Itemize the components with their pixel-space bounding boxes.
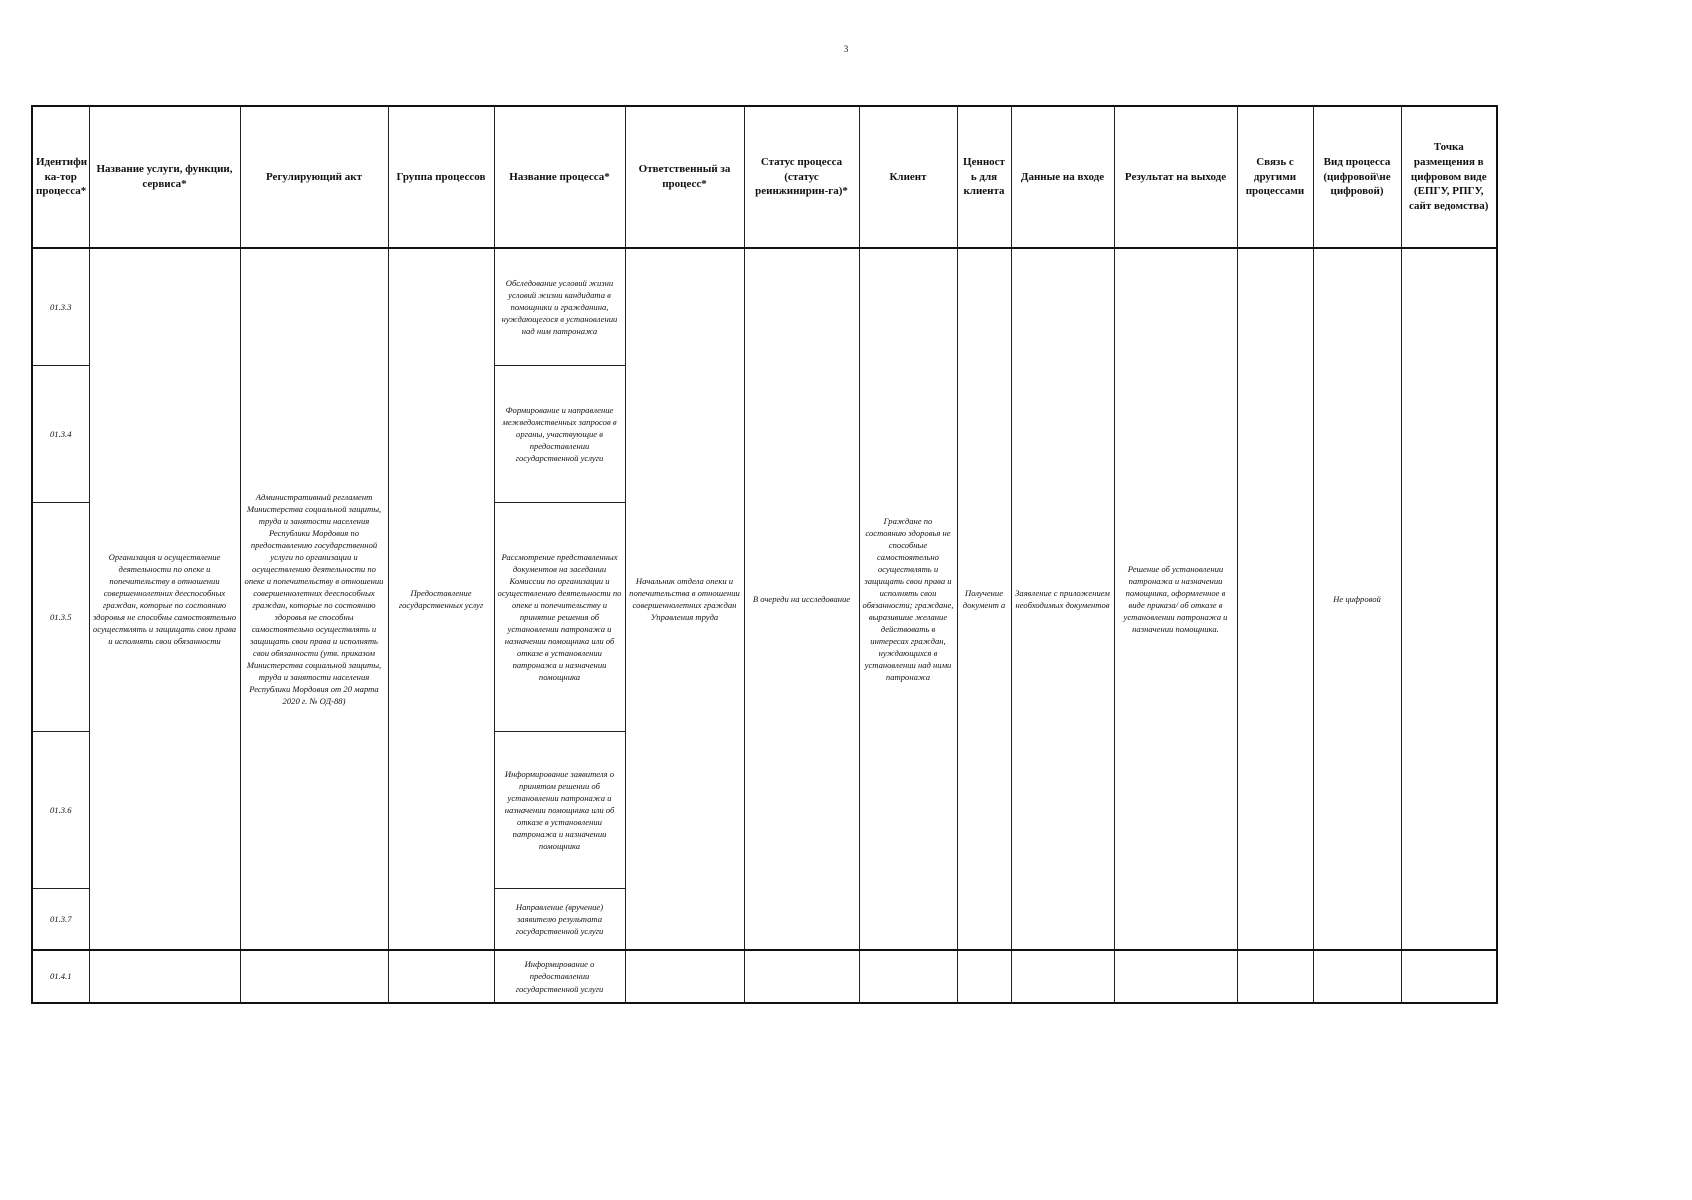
process-id: 01.3.3 [32,248,89,366]
empty-cell [744,950,859,1003]
header-responsible: Ответственный за процесс* [625,106,744,248]
responsible-cell: Начальник отдела опеки и попечительства в отношении совершеннолетних граждан Управления труда [625,248,744,950]
empty-cell [1401,950,1497,1003]
header-output: Результат на выходе [1114,106,1237,248]
empty-cell [1011,950,1114,1003]
empty-cell [388,950,494,1003]
process-id: 01.3.4 [32,366,89,503]
page-number: 3 [843,44,849,54]
header-status: Статус процесса (статус реинжинирин-га)* [744,106,859,248]
header-act: Регулирующий акт [240,106,388,248]
process-name: Обследование условий жизни условий жизни кандидата в помощники и гражданина, нуждающегося в установлении над ним патронажа [494,248,625,366]
process-group-cell: Предоставление государственных услуг [388,248,494,950]
header-service: Название услуги, функции, сервиса* [89,106,240,248]
process-name: Направление (вручение) заявителю результата государственной услуги [494,889,625,951]
header-point: Точка размещения в цифровом виде (ЕПГУ, РПГУ, сайт ведомства) [1401,106,1497,248]
header-group: Группа процессов [388,106,494,248]
process-id: 01.3.5 [32,503,89,732]
process-id: 01.4.1 [32,950,89,1003]
empty-cell [859,950,957,1003]
point-cell [1401,248,1497,950]
empty-cell [1237,950,1313,1003]
process-name: Информирование о предоставлении государственной услуги [494,950,625,1003]
process-id: 01.3.6 [32,732,89,889]
value-cell: Получение документ а [957,248,1011,950]
process-name: Формирование и направление межведомственных запросов в органы, участвующие в предоставлении государственной услуги [494,366,625,503]
output-cell: Решение об установлении патронажа и назначении помощника, оформленное в виде приказа/ об отказе в установлении патронажа и назначении помощника. [1114,248,1237,950]
header-links: Связь с другими процессами [1237,106,1313,248]
links-cell [1237,248,1313,950]
process-name: Рассмотрение представленных документов на заседании Комиссии по организации и осуществлению деятельности по опеке и попечительству и принятие решения об установлении патронажа и назначении помощника или об отказе в установлении патронажа и назначении помощника [494,503,625,732]
empty-cell [1313,950,1401,1003]
header-row [32,106,1497,248]
empty-cell [89,950,240,1003]
table-row [32,248,1497,366]
process-id: 01.3.7 [32,889,89,951]
input-cell: Заявление с приложением необходимых документов [1011,248,1114,950]
regulating-act-cell: Административный регламент Министерства социальной защиты, труда и занятости населения Республики Мордовия по предоставлению государственной услуги по организации и осуществлению деятельности по опеке и попечительству в отношении совершеннолетних дееспособных граждан, которые по состоянию здоровья не способны самостоятельно осуществлять и защищать свои права и исполнять свои обязанности (утв. приказом Министерства социальной защиты, труда и занятости населения Республики Мордовия от 20 марта 2020 г. № ОД-88) [240,248,388,950]
client-cell: Граждане по состоянию здоровья не способные самостоятельно осуществлять и защищать свои права и исполнять свои обязанности; граждане, выразившие желание действовать в интересах граждан, нуждающихся в установлении над ними патронажа [859,248,957,950]
header-value: Ценност ь для клиента [957,106,1011,248]
status-cell: В очереди на исследование [744,248,859,950]
header-id: Идентифи ка-тор процесса* [32,106,89,248]
header-client: Клиент [859,106,957,248]
process-name: Информирование заявителя о принятом решении об установлении патронажа и назначении помощника или об отказе в установлении патронажа и назначении помощника [494,732,625,889]
table-row [32,950,1497,1003]
kind-cell: Не цифровой [1313,248,1401,950]
header-process: Название процесса* [494,106,625,248]
header-input: Данные на входе [1011,106,1114,248]
empty-cell [625,950,744,1003]
empty-cell [1114,950,1237,1003]
empty-cell [240,950,388,1003]
empty-cell [957,950,1011,1003]
header-kind: Вид процесса (цифровой\не цифровой) [1313,106,1401,248]
process-table [31,105,1498,1004]
service-name-cell: Организация и осуществление деятельности по опеке и попечительству в отношении совершеннолетних дееспособных граждан, которые по состоянию здоровья не способны самостоятельно осуществлять и защищать свои права и исполнять свои обязанности [89,248,240,950]
